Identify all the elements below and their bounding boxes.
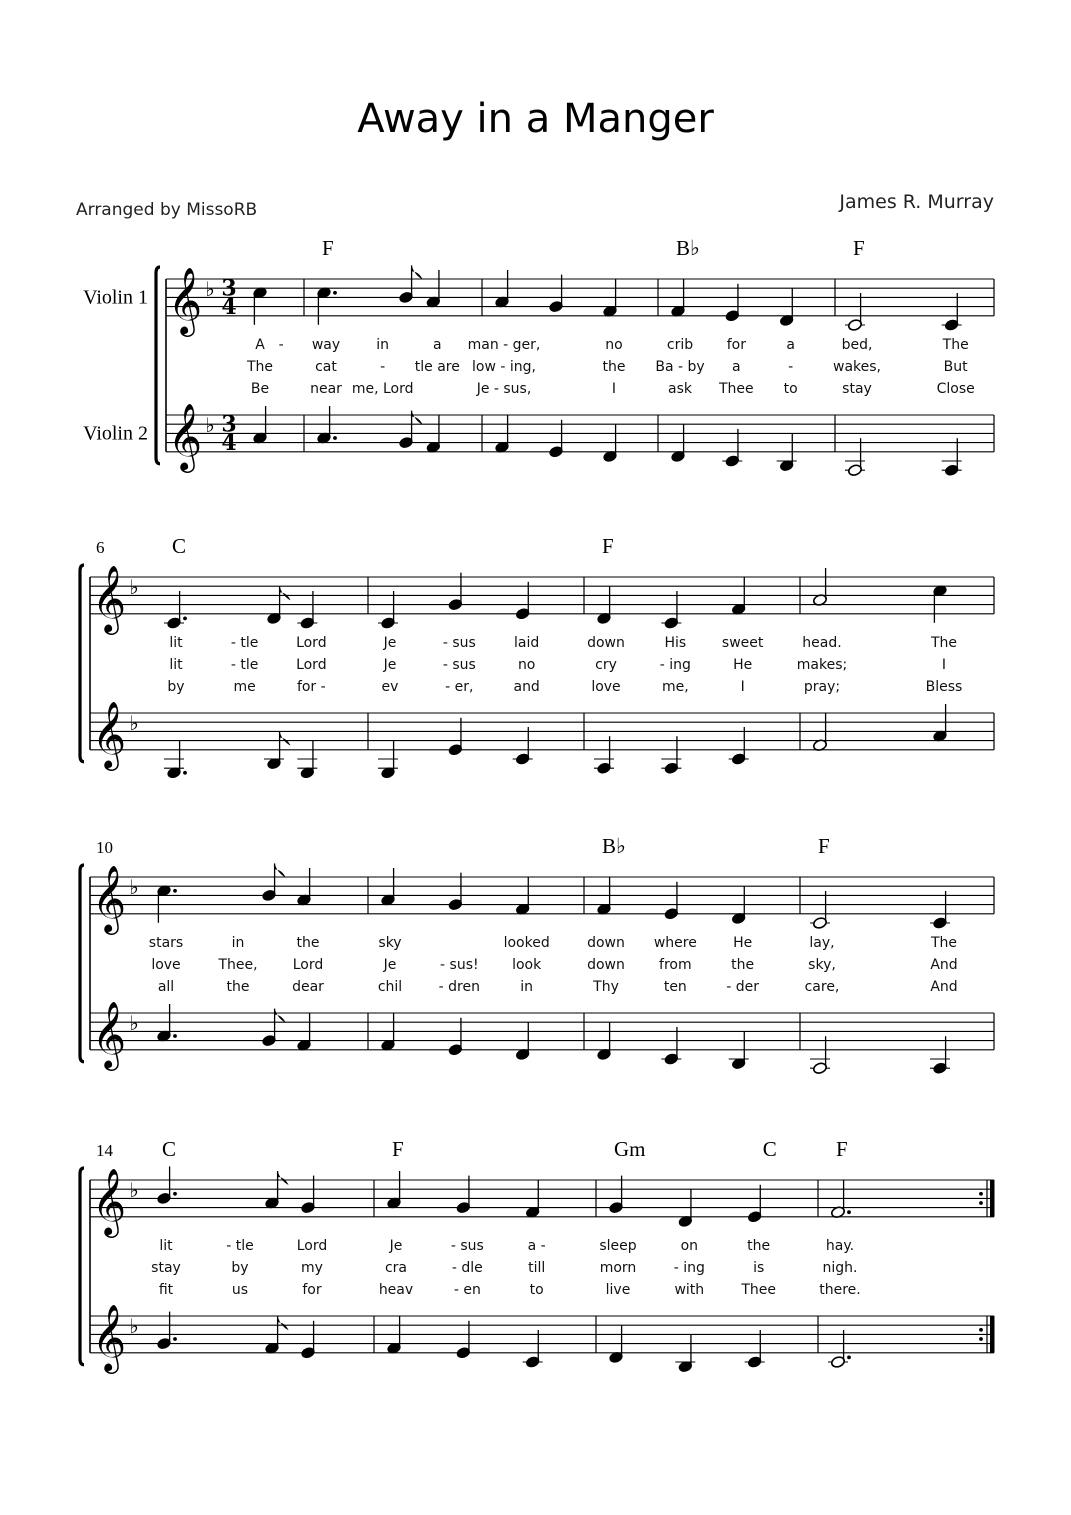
system-4-m2-verse1-syllable-3: a -: [527, 1237, 546, 1254]
system-4-m4-v1-note-1-dot: [847, 1210, 851, 1214]
system-2-m1-verse3-syllable-2: me: [233, 678, 256, 695]
system-4-m3-verse2-syllable-1: morn: [599, 1259, 637, 1276]
system-2-m3-verse3-syllable-1: love: [591, 678, 621, 695]
system-3-m1-verse1-syllable-2: in: [231, 934, 245, 951]
system-3-m1-v2-note-2-flag: [275, 1009, 286, 1023]
system-1-m5-verse2-syllable-1: wakes,: [833, 358, 881, 375]
system-1-m3-verse2-syllable-3: the: [602, 358, 626, 375]
system-3-m1-verse2-syllable-3: Lord: [292, 956, 324, 973]
page-title: Away in a Manger: [357, 96, 714, 142]
arranger-credit: Arranged by MissoRB: [76, 200, 258, 220]
system-4-chord-3: Gm: [614, 1137, 646, 1161]
system-2-m1-verse1-syllable-3: Lord: [296, 634, 327, 651]
system-2-m3-verse3-syllable-3: I: [740, 678, 745, 695]
system-2-m3-verse2-syllable-1: cry: [595, 656, 617, 673]
system-4-m2-verse3-syllable-2: - en: [453, 1281, 481, 1298]
system-3-m2-verse3-syllable-1: chil: [377, 978, 403, 995]
system-3-m1-verse3-syllable-2: the: [226, 978, 250, 995]
system-1-time-bottom-2: 4: [221, 430, 237, 457]
system-4-m2-verse1-syllable-1: Je: [389, 1237, 403, 1254]
system-1-m1-verse2-syllable-1: The: [246, 358, 274, 375]
system-1-m2-verse3-syllable-1: near: [310, 380, 342, 397]
system-4-barline-thick-2: [990, 1316, 995, 1353]
system-3-m1-verse3-syllable-3: dear: [292, 978, 324, 995]
system-3-m3-verse2-syllable-2: from: [659, 956, 692, 973]
system-4-treble-clef-1: 𝄞: [91, 1166, 127, 1235]
system-4-m1-verse1-syllable-3: Lord: [296, 1237, 328, 1254]
system-3-m1-verse2-syllable-2: Thee,: [218, 956, 258, 973]
system-1-m5-verse1-syllable-1: bed,: [841, 336, 873, 353]
system-2-treble-clef-2: 𝄞: [91, 699, 127, 768]
system-4-m4-verse3-syllable-1: there.: [819, 1281, 861, 1298]
system-4-m4-verse2-syllable-1: nigh.: [822, 1259, 858, 1276]
system-1-m4-verse2-syllable-2: a: [732, 358, 741, 375]
system-3-treble-clef-2: 𝄞: [91, 999, 127, 1068]
system-4-measure-number: 14: [96, 1141, 113, 1160]
system-1-m3-verse2-syllable-1: low - ing,: [472, 358, 536, 375]
system-1-m1-verse3-syllable-1: Be: [250, 380, 270, 397]
system-1-m4-verse2-syllable-3: -: [788, 358, 794, 375]
system-2-m1-verse1-syllable-2: - tle: [230, 634, 259, 651]
system-4-barline-thick: [990, 1180, 995, 1217]
system-4-m1-v1-note-1-dot: [173, 1192, 177, 1196]
system-3-m3-verse2-syllable-3: the: [731, 956, 755, 973]
system-2-m2-verse1-syllable-1: Je: [383, 634, 397, 651]
system-3-m2-verse3-syllable-2: - dren: [438, 978, 480, 995]
system-2-m3-verse1-syllable-2: His: [664, 634, 687, 651]
system-4-m2-verse3-syllable-1: heav: [378, 1281, 414, 1298]
system-2-m1-verse3-syllable-1: by: [167, 678, 185, 695]
system-4-m3-verse3-syllable-2: with: [674, 1281, 705, 1298]
system-3-m3-verse1-syllable-1: down: [587, 934, 625, 951]
instrument-name-2: Violin 2: [83, 422, 148, 445]
system-1-bracket: [156, 267, 160, 464]
system-2-m2-verse3-syllable-3: and: [513, 678, 540, 695]
system-3-m2-verse1-syllable-3: looked: [503, 934, 550, 951]
system-1-m2-verse1-syllable-1: way: [311, 336, 341, 353]
system-2-m2-verse2-syllable-1: Je: [383, 656, 397, 673]
system-2-m4-verse1-syllable-1: head.: [802, 634, 842, 651]
system-1-m2-verse1-syllable-3: a: [433, 336, 442, 353]
system-1-m1-verse1-syllable-1: A: [255, 336, 265, 353]
system-2-m2-verse1-syllable-2: - sus: [442, 634, 476, 651]
system-3-m3-verse3-syllable-3: - der: [726, 978, 760, 995]
system-4-m1-v2-note-2-flag: [278, 1316, 289, 1330]
system-3-m2-verse2-syllable-2: - sus!: [440, 956, 479, 973]
system-4-m3-verse1-syllable-1: sleep: [599, 1237, 637, 1254]
system-1-m5-verse3-syllable-3: Close: [936, 380, 975, 397]
system-2-measure-number: 6: [96, 538, 105, 557]
system-2-key-flat-2: ♭: [129, 710, 139, 735]
system-2-m2-verse2-syllable-3: no: [517, 656, 536, 673]
system-2-m4-verse2-syllable-1: makes;: [796, 656, 848, 673]
system-2-chord-2: F: [602, 534, 614, 558]
system-4-chord-2: F: [392, 1137, 404, 1161]
system-1-m5-verse3-syllable-1: stay: [842, 380, 872, 397]
system-4-key-flat-1: ♭: [129, 1177, 139, 1202]
system-1-time-top-1: 3: [221, 275, 237, 302]
instrument-name-1: Violin 1: [83, 286, 148, 309]
system-4-m1-v2-note-1-dot: [173, 1337, 177, 1341]
system-2-m2-verse2-syllable-2: - sus: [442, 656, 476, 673]
system-1-m3-verse3-syllable-3: I: [611, 380, 617, 397]
system-4-repeat-dot: [979, 1201, 983, 1205]
system-4-chord-5: F: [836, 1137, 848, 1161]
system-1-key-flat-2: ♭: [205, 412, 215, 437]
system-2-m3-verse1-syllable-3: sweet: [721, 634, 764, 651]
system-2-m1-v1-note-2-flag: [280, 586, 291, 600]
system-4-m3-verse3-syllable-1: live: [605, 1281, 631, 1298]
system-1-m3-verse3-syllable-1: Je - sus,: [476, 380, 532, 397]
system-3-m1-v1-note-1-dot: [173, 889, 177, 893]
system-1-m4-verse1-syllable-2: for: [726, 336, 746, 353]
system-4-m1-verse3-syllable-2: us: [231, 1281, 249, 1298]
system-1-m4-verse3-syllable-2: Thee: [719, 380, 754, 397]
system-2-bracket: [80, 565, 84, 762]
system-3-m1-verse2-syllable-1: love: [151, 956, 181, 973]
system-1-m2-v1-note-1-dot: [333, 291, 337, 295]
system-4-m3-verse3-syllable-3: Thee: [741, 1281, 776, 1298]
system-4-m1-verse2-syllable-1: stay: [151, 1259, 181, 1276]
system-1-m2-verse2-syllable-1: cat: [315, 358, 337, 375]
system-4-key-flat-2: ♭: [129, 1313, 139, 1338]
system-2-m1-verse2-syllable-3: Lord: [296, 656, 327, 673]
system-2-m1-v1-note-1-dot: [183, 617, 187, 621]
system-1-m2-verse1-syllable-2: in: [376, 336, 390, 353]
system-4-repeat-dot: [979, 1328, 983, 1332]
system-1-time-bottom-1: 4: [221, 294, 237, 321]
system-1-key-flat-1: ♭: [205, 276, 215, 301]
system-3-m2-verse2-syllable-1: Je: [383, 956, 397, 973]
system-4-m2-verse2-syllable-3: till: [528, 1259, 546, 1276]
system-3-m1-verse1-syllable-3: the: [296, 934, 320, 951]
system-4-m1-verse1-syllable-1: lit: [159, 1237, 173, 1254]
system-4-m1-verse3-syllable-3: for: [302, 1281, 322, 1298]
system-4-m1-verse2-syllable-2: by: [231, 1259, 249, 1276]
system-2-m4-verse3-syllable-1: pray;: [803, 678, 841, 695]
system-3-m1-verse3-syllable-1: all: [157, 978, 175, 995]
system-4-m1-verse1-syllable-2: - tle: [226, 1237, 254, 1254]
system-4-m4-v2-note-1-dot: [847, 1356, 851, 1360]
system-2-m4-verse2-syllable-3: I: [941, 656, 947, 673]
system-3-m3-verse1-syllable-2: where: [653, 934, 697, 951]
system-2-m3-verse3-syllable-2: me,: [661, 678, 689, 695]
system-2-m1-verse2-syllable-2: - tle: [230, 656, 259, 673]
system-4-m2-verse1-syllable-2: - sus: [450, 1237, 484, 1254]
system-2-m1-verse1-syllable-1: lit: [169, 634, 183, 651]
system-3-m4-verse3-syllable-1: care,: [804, 978, 840, 995]
system-1-time-top-2: 3: [221, 411, 237, 438]
system-4-chord-1: C: [162, 1137, 177, 1161]
system-4-m2-verse2-syllable-2: - dle: [451, 1259, 483, 1276]
system-1-m2-v1-note-2-flag: [412, 265, 423, 279]
system-1-m4-verse3-syllable-3: to: [783, 380, 798, 397]
system-2-m2-verse1-syllable-3: laid: [514, 634, 540, 651]
system-2-m4-verse1-syllable-3: The: [930, 634, 958, 651]
system-2-m1-verse3-syllable-3: for -: [296, 678, 326, 695]
system-1-treble-clef-1: 𝄞: [167, 265, 203, 334]
system-1-m5-verse1-syllable-3: The: [942, 336, 969, 353]
system-4-bracket: [80, 1168, 84, 1365]
system-3-m4-verse3-syllable-3: And: [930, 978, 958, 995]
system-1-m3-verse1-syllable-1: man - ger,: [467, 336, 541, 353]
system-4-m4-verse1-syllable-1: hay.: [825, 1237, 855, 1254]
system-4-repeat-dot: [979, 1337, 983, 1341]
system-3-m4-verse2-syllable-3: And: [930, 956, 958, 973]
system-3-m3-verse3-syllable-1: Thy: [593, 978, 619, 995]
system-4-m2-verse2-syllable-1: cra: [384, 1259, 408, 1276]
system-2-m1-verse2-syllable-1: lit: [169, 656, 183, 673]
system-3-m2-verse1-syllable-1: sky: [378, 934, 402, 951]
system-1-m2-verse3-syllable-2: me, Lord: [351, 380, 414, 397]
system-4-chord-4: C: [762, 1137, 777, 1161]
system-2-m4-verse3-syllable-3: Bless: [925, 678, 963, 695]
system-3-m1-verse1-syllable-1: stars: [148, 934, 184, 951]
system-3-m2-verse3-syllable-3: in: [520, 978, 534, 995]
system-3-m4-verse2-syllable-1: sky,: [808, 956, 836, 973]
system-4-treble-clef-2: 𝄞: [91, 1302, 127, 1371]
system-1-m4-verse1-syllable-1: crib: [666, 336, 694, 353]
system-2-m2-verse3-syllable-1: ev: [381, 678, 399, 695]
system-1-treble-clef-2: 𝄞: [167, 401, 203, 470]
system-1-m5-verse2-syllable-3: But: [943, 358, 968, 375]
system-4-m2-verse3-syllable-3: to: [529, 1281, 544, 1298]
system-3-bracket: [80, 865, 84, 1062]
system-3-m3-verse3-syllable-2: ten: [663, 978, 687, 995]
system-2-m3-verse1-syllable-1: down: [587, 634, 625, 651]
system-2-m1-v2-note-2-flag: [280, 732, 291, 746]
system-3-treble-clef-1: 𝄞: [91, 863, 127, 932]
system-3-chord-2: F: [818, 834, 830, 858]
system-1-m2-verse2-syllable-2: -: [380, 358, 386, 375]
system-3-m4-verse1-syllable-1: lay,: [809, 934, 835, 951]
system-1-m2-verse2-syllable-3: tle are: [414, 358, 460, 375]
system-1-m4-verse1-syllable-3: a: [786, 336, 795, 353]
system-4-m1-verse3-syllable-1: fit: [158, 1281, 174, 1298]
system-1-m1-verse1-syllable-2: -: [278, 336, 284, 353]
system-4-repeat-dot: [979, 1192, 983, 1196]
system-2-chord-1: C: [172, 534, 187, 558]
system-4-m3-verse2-syllable-2: - ing: [673, 1259, 705, 1276]
composer-credit: James R. Murray: [839, 191, 994, 213]
system-3-key-flat-1: ♭: [129, 874, 139, 899]
system-1-m3-verse1-syllable-3: no: [605, 336, 623, 353]
system-1-m4-verse3-syllable-1: ask: [668, 380, 692, 397]
system-1-m4-verse2-syllable-1: Ba - by: [655, 358, 705, 375]
system-3-m3-verse2-syllable-1: down: [587, 956, 625, 973]
system-2-m2-verse3-syllable-2: - er,: [445, 678, 474, 695]
system-3-m1-v1-note-2-flag: [275, 863, 286, 877]
system-3-m4-verse1-syllable-3: The: [930, 934, 958, 951]
system-3-key-flat-2: ♭: [129, 1010, 139, 1035]
system-2-key-flat-1: ♭: [129, 574, 139, 599]
system-3-m3-verse1-syllable-3: He: [733, 934, 753, 951]
system-2-treble-clef-1: 𝄞: [91, 563, 127, 632]
system-2-m3-verse2-syllable-3: He: [733, 656, 753, 673]
system-3-m1-v2-note-1-dot: [173, 1034, 177, 1038]
system-1-m2-v2-note-2-flag: [412, 411, 423, 425]
system-1-chord-2: B♭: [676, 236, 700, 260]
system-1-chord-1: F: [322, 236, 334, 260]
system-1-m2-v2-note-1-dot: [333, 436, 337, 440]
system-1-chord-3: F: [853, 236, 865, 260]
system-4-m1-v1-note-2-flag: [278, 1171, 289, 1185]
system-4-m3-verse1-syllable-3: the: [747, 1237, 771, 1254]
system-2-m3-verse2-syllable-2: - ing: [659, 656, 691, 673]
system-3-measure-number: 10: [96, 838, 113, 857]
system-3-m2-verse2-syllable-3: look: [512, 956, 542, 973]
system-4-m1-verse2-syllable-3: my: [301, 1259, 323, 1276]
system-2-m1-v2-note-1-dot: [183, 771, 187, 775]
system-4-m3-verse2-syllable-3: is: [753, 1259, 765, 1276]
system-3-chord-1: B♭: [602, 834, 626, 858]
system-4-m3-verse1-syllable-2: on: [680, 1237, 699, 1254]
